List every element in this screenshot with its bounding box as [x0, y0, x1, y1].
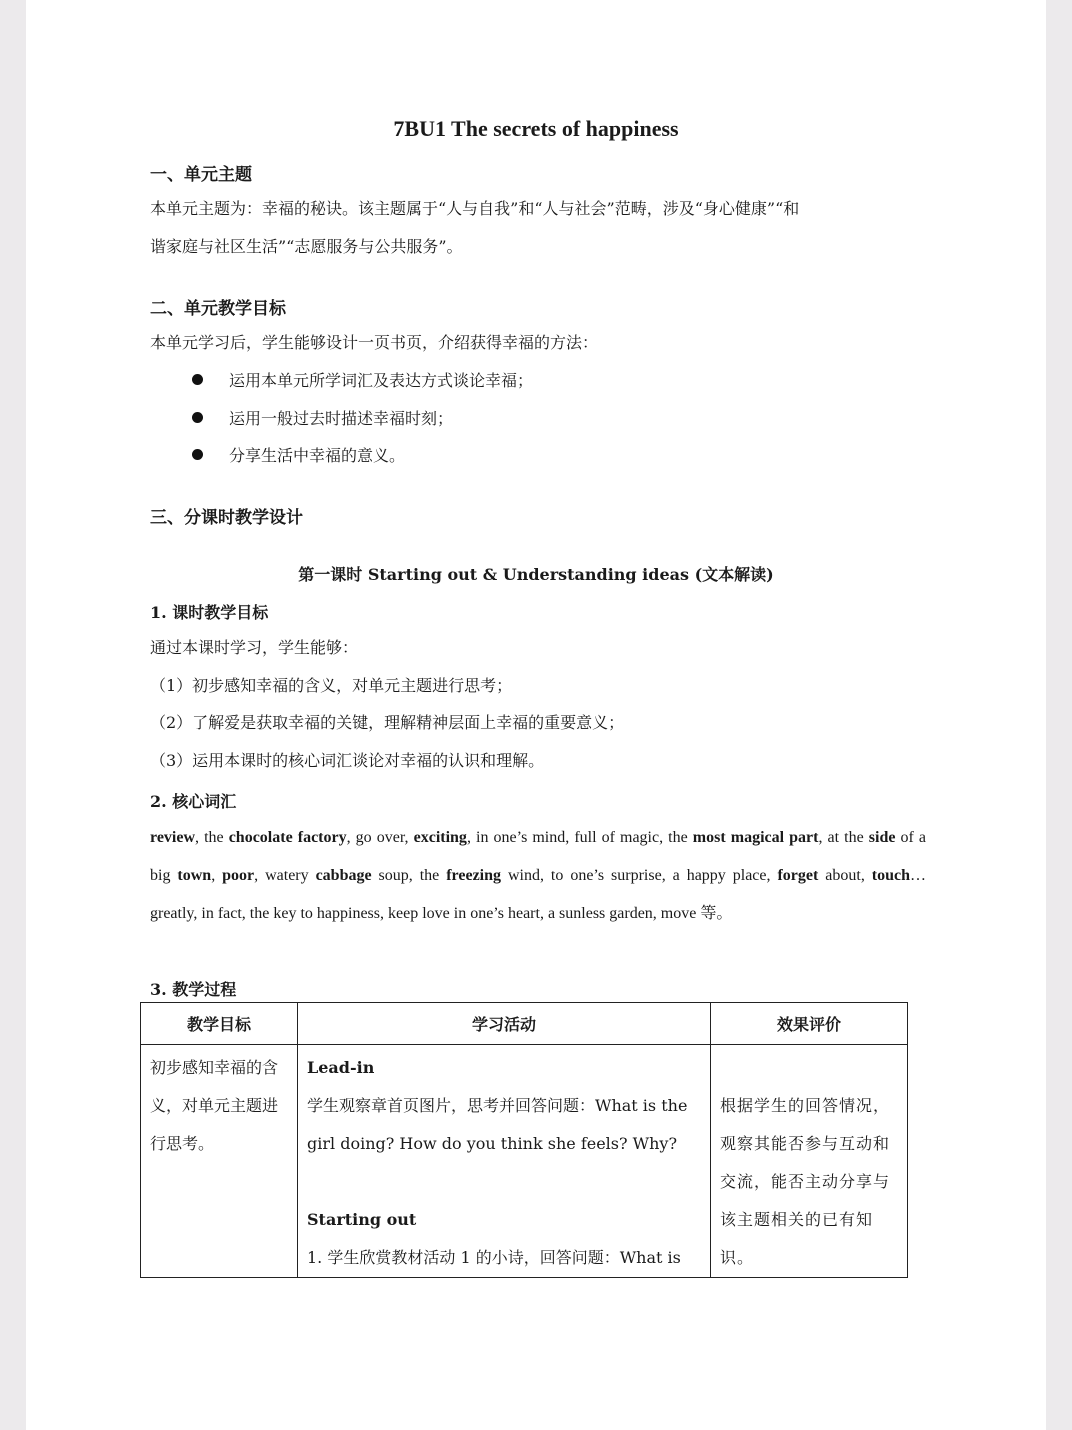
lesson-goal-item: （2）了解爱是获取幸福的关键，理解精神层面上幸福的重要意义； — [150, 713, 625, 732]
bullet-dot-icon — [192, 449, 203, 460]
vocab-keyword: side — [868, 829, 896, 846]
vocab-text: wind, to one’s surprise, a happy place, — [501, 867, 778, 884]
section-heading-lesson-design: 三、分课时教学设计 — [150, 508, 303, 528]
core-vocabulary — [150, 819, 926, 933]
vocab-text: soup, the — [371, 867, 447, 884]
lesson-goals-intro: 通过本课时学习，学生能够： — [150, 638, 359, 657]
vocab-text: , the — [195, 829, 229, 846]
leadin-text: 学生观察章首页图片，思考并回答问题：What is the girl doing? How do you think she feels? Why? — [307, 1096, 688, 1153]
table-header-row — [141, 1003, 908, 1045]
teaching-process-table — [140, 1002, 908, 1278]
vocab-keyword: exciting — [413, 829, 467, 846]
bullet-dot-icon — [192, 374, 203, 385]
bullet-item: 运用本单元所学词汇及表达方式谈论幸福； — [192, 362, 533, 400]
vocab-text: , in one’s mind, full of magic, the — [466, 829, 693, 846]
evaluation-cell — [711, 1045, 908, 1278]
bullet-item: 运用一般过去时描述幸福时刻； — [192, 400, 453, 438]
vocab-text: of a big — [150, 829, 927, 884]
section-heading-unit-theme: 一、单元主题 — [150, 165, 252, 185]
vocab-keyword: chocolate factory — [228, 829, 347, 846]
goal-text: 初步感知幸福的含义，对单元主题进行思考。 — [150, 1058, 279, 1153]
vocab-heading: 2. 核心词汇 — [150, 792, 237, 811]
lesson-goals-heading: 1. 课时教学目标 — [150, 603, 269, 622]
unit-goals-intro: 本单元学习后，学生能够设计一页书页，介绍获得幸福的方法： — [150, 333, 599, 352]
table-row — [141, 1045, 908, 1278]
document-title: 7BU1 The secrets of happiness — [393, 116, 679, 141]
document-page — [26, 0, 1046, 1430]
vocab-keyword: forget — [777, 867, 819, 884]
goal-cell — [141, 1045, 298, 1278]
vocab-text: , go over, — [346, 829, 414, 846]
vocab-keyword: review — [150, 829, 196, 846]
starting-out-label: Starting out — [307, 1210, 417, 1229]
bullet-item: 分享生活中幸福的意义。 — [192, 437, 405, 475]
vocab-keyword: touch — [871, 867, 911, 884]
lesson-goal-item: （3）运用本课时的核心词汇谈论对幸福的认识和理解。 — [150, 751, 545, 770]
unit-theme-text — [150, 190, 926, 266]
lesson-title: 第一课时 Starting out & Understanding ideas (文本解读) — [298, 565, 774, 584]
unit-theme-line-2: 谐家庭与社区生活”“志愿服务与公共服务”。 — [150, 237, 463, 256]
section-heading-unit-goals: 二、单元教学目标 — [150, 299, 286, 319]
vocab-text: about, — [818, 867, 872, 884]
leadin-label: Lead-in — [307, 1058, 375, 1077]
starting-out-text: 1. 学生欣赏教材活动 1 的小诗，回答问题：What is — [307, 1248, 681, 1267]
bullet-dot-icon — [192, 412, 203, 423]
activity-cell — [298, 1045, 711, 1278]
vocab-keyword: town — [177, 867, 212, 884]
vocab-text: , watery — [254, 867, 316, 884]
evaluation-text: 根据学生的回答情况，观察其能否参与互动和交流，能否主动分享与该主题相关的已有知识。 — [720, 1096, 891, 1267]
header-teaching-goal: 教学目标 — [141, 1003, 298, 1045]
lesson-goal-item: （1）初步感知幸福的含义，对单元主题进行思考； — [150, 676, 513, 695]
vocab-keyword: freezing — [446, 867, 502, 884]
vocab-keyword: cabbage — [315, 867, 372, 884]
vocab-keyword: most magical part — [692, 829, 819, 846]
vocab-keyword: poor — [222, 867, 255, 884]
vocab-text: , at the — [818, 829, 869, 846]
vocab-text: , — [211, 867, 223, 884]
unit-theme-line-1: 本单元主题为：幸福的秘诀。该主题属于“人与自我”和“人与社会”范畴，涉及“身心健康”“和 — [150, 199, 800, 218]
process-heading: 3. 教学过程 — [150, 980, 237, 999]
header-evaluation: 效果评价 — [711, 1003, 908, 1045]
header-learning-activity: 学习活动 — [298, 1003, 711, 1045]
vocab-text: … greatly, in fact, the key to happiness, keep love in one’s heart, a sunless garden, move 等。 — [150, 867, 927, 922]
